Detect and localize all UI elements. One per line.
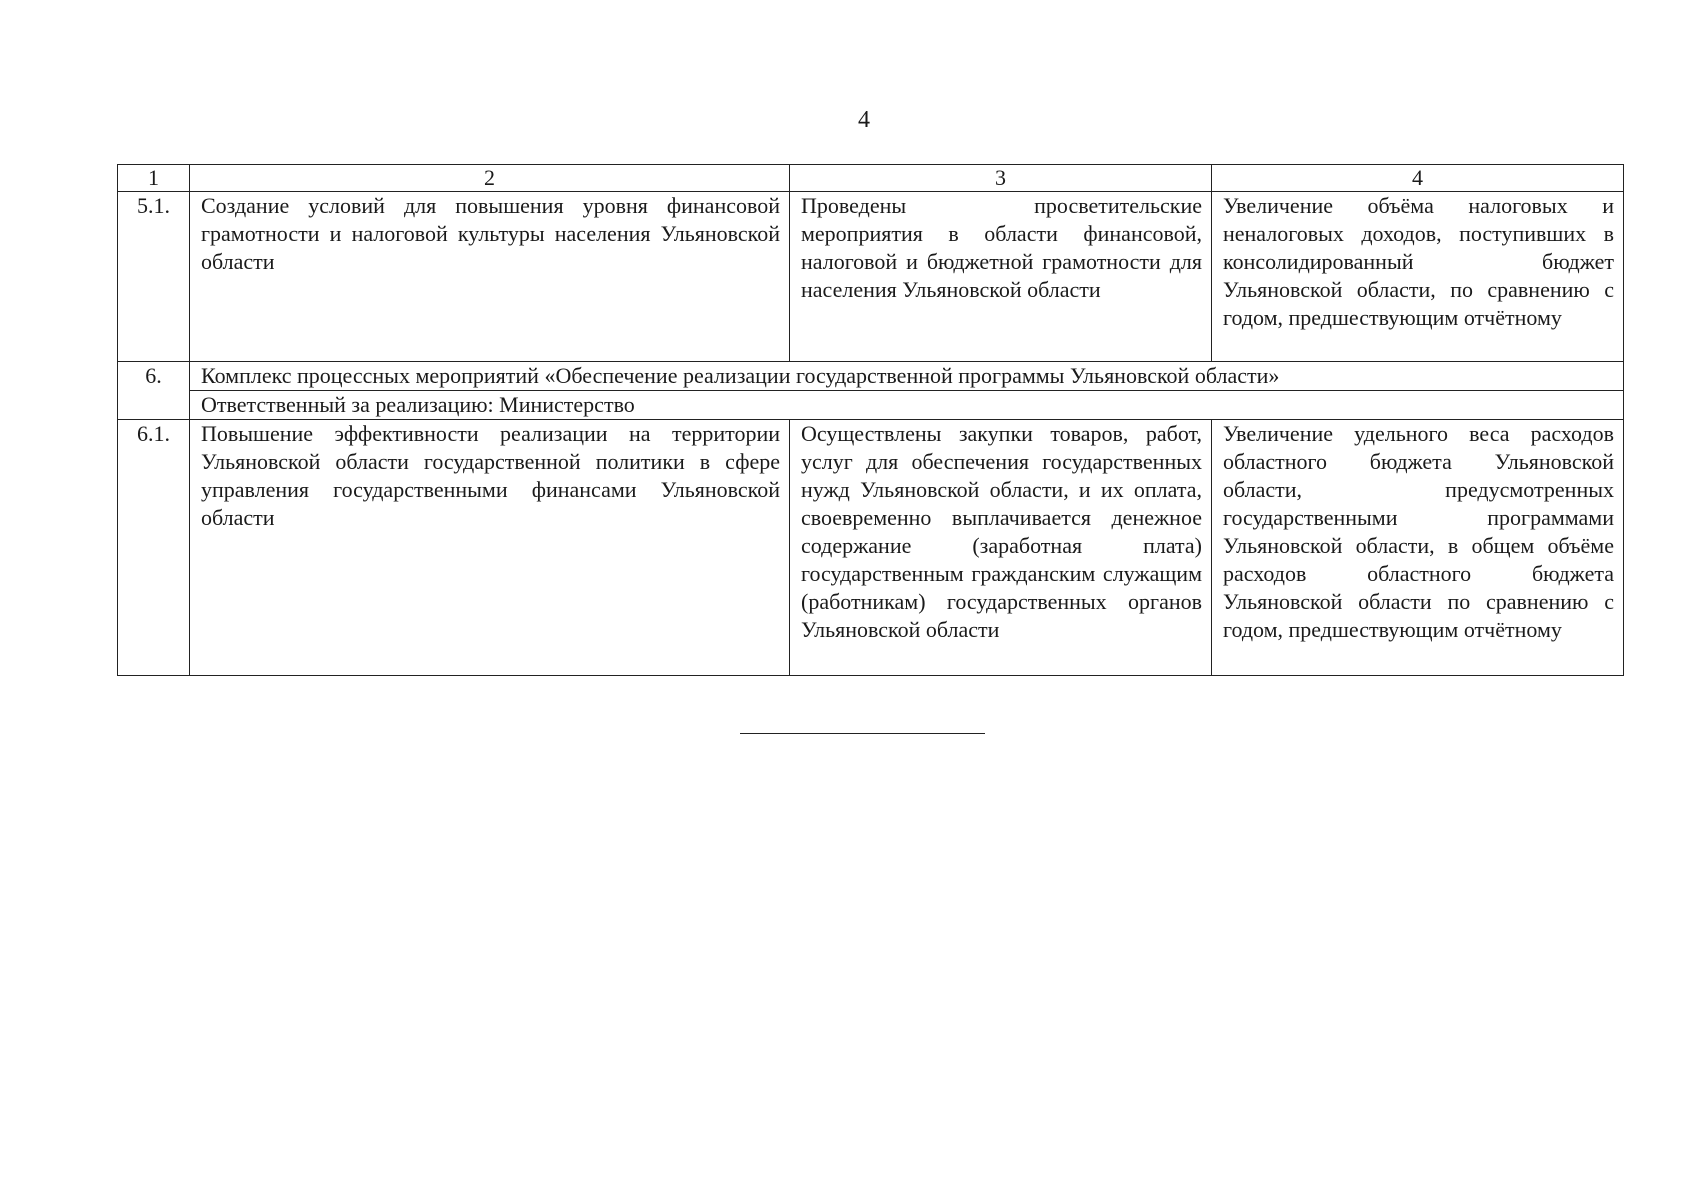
table-row-5-1: [118, 192, 1624, 362]
row-number: 5.1.: [118, 192, 190, 362]
end-of-document-rule: [740, 733, 985, 734]
row-number: 6.1.: [118, 420, 190, 676]
column-number-1: 1: [118, 165, 190, 192]
result-cell: Осуществлены закупки товаров, работ, услуг для обеспечения государственных нужд Ульяновской области, и их оплата, своевременно выплачивается денежное содержание (заработная плата) государственным гражданским служащим (работникам) государственных органов Ульяновской области: [790, 420, 1212, 676]
table-row-6-1: [118, 420, 1624, 676]
responsible-cell: Ответственный за реализацию: Министерство: [190, 391, 1624, 420]
table-header-row: [118, 165, 1624, 192]
results-table: [117, 164, 1624, 676]
page-number: 4: [858, 107, 870, 133]
table-row-6-title: [118, 362, 1624, 391]
column-number-2: 2: [190, 165, 790, 192]
indicator-cell: Увеличение удельного веса расходов областного бюджета Ульяновской области, предусмотренных государственными программами Ульяновской области, в общем объёме расходов областного бюджета Ульяновской области по сравнению с годом, предшествующим отчётному: [1212, 420, 1624, 676]
section-title-cell: Комплекс процессных мероприятий «Обеспечение реализации государственной программы Ульяновской области»: [190, 362, 1624, 391]
column-number-3: 3: [790, 165, 1212, 192]
result-cell: Проведены просветительские мероприятия в области финансовой, налоговой и бюджетной грамотности для населения Ульяновской области: [790, 192, 1212, 362]
task-cell: Создание условий для повышения уровня финансовой грамотности и налоговой культуры населения Ульяновской области: [190, 192, 790, 362]
table-row-6-responsible: [118, 391, 1624, 420]
task-cell: Повышение эффективности реализации на территории Ульяновской области государственной политики в сфере управления государственными финансами Ульяновской области: [190, 420, 790, 676]
row-number: 6.: [118, 362, 190, 420]
column-number-4: 4: [1212, 165, 1624, 192]
indicator-cell: Увеличение объёма налоговых и неналоговых доходов, поступивших в консолидированный бюджет Ульяновской области, по сравнению с годом, предшествующим отчётному: [1212, 192, 1624, 362]
